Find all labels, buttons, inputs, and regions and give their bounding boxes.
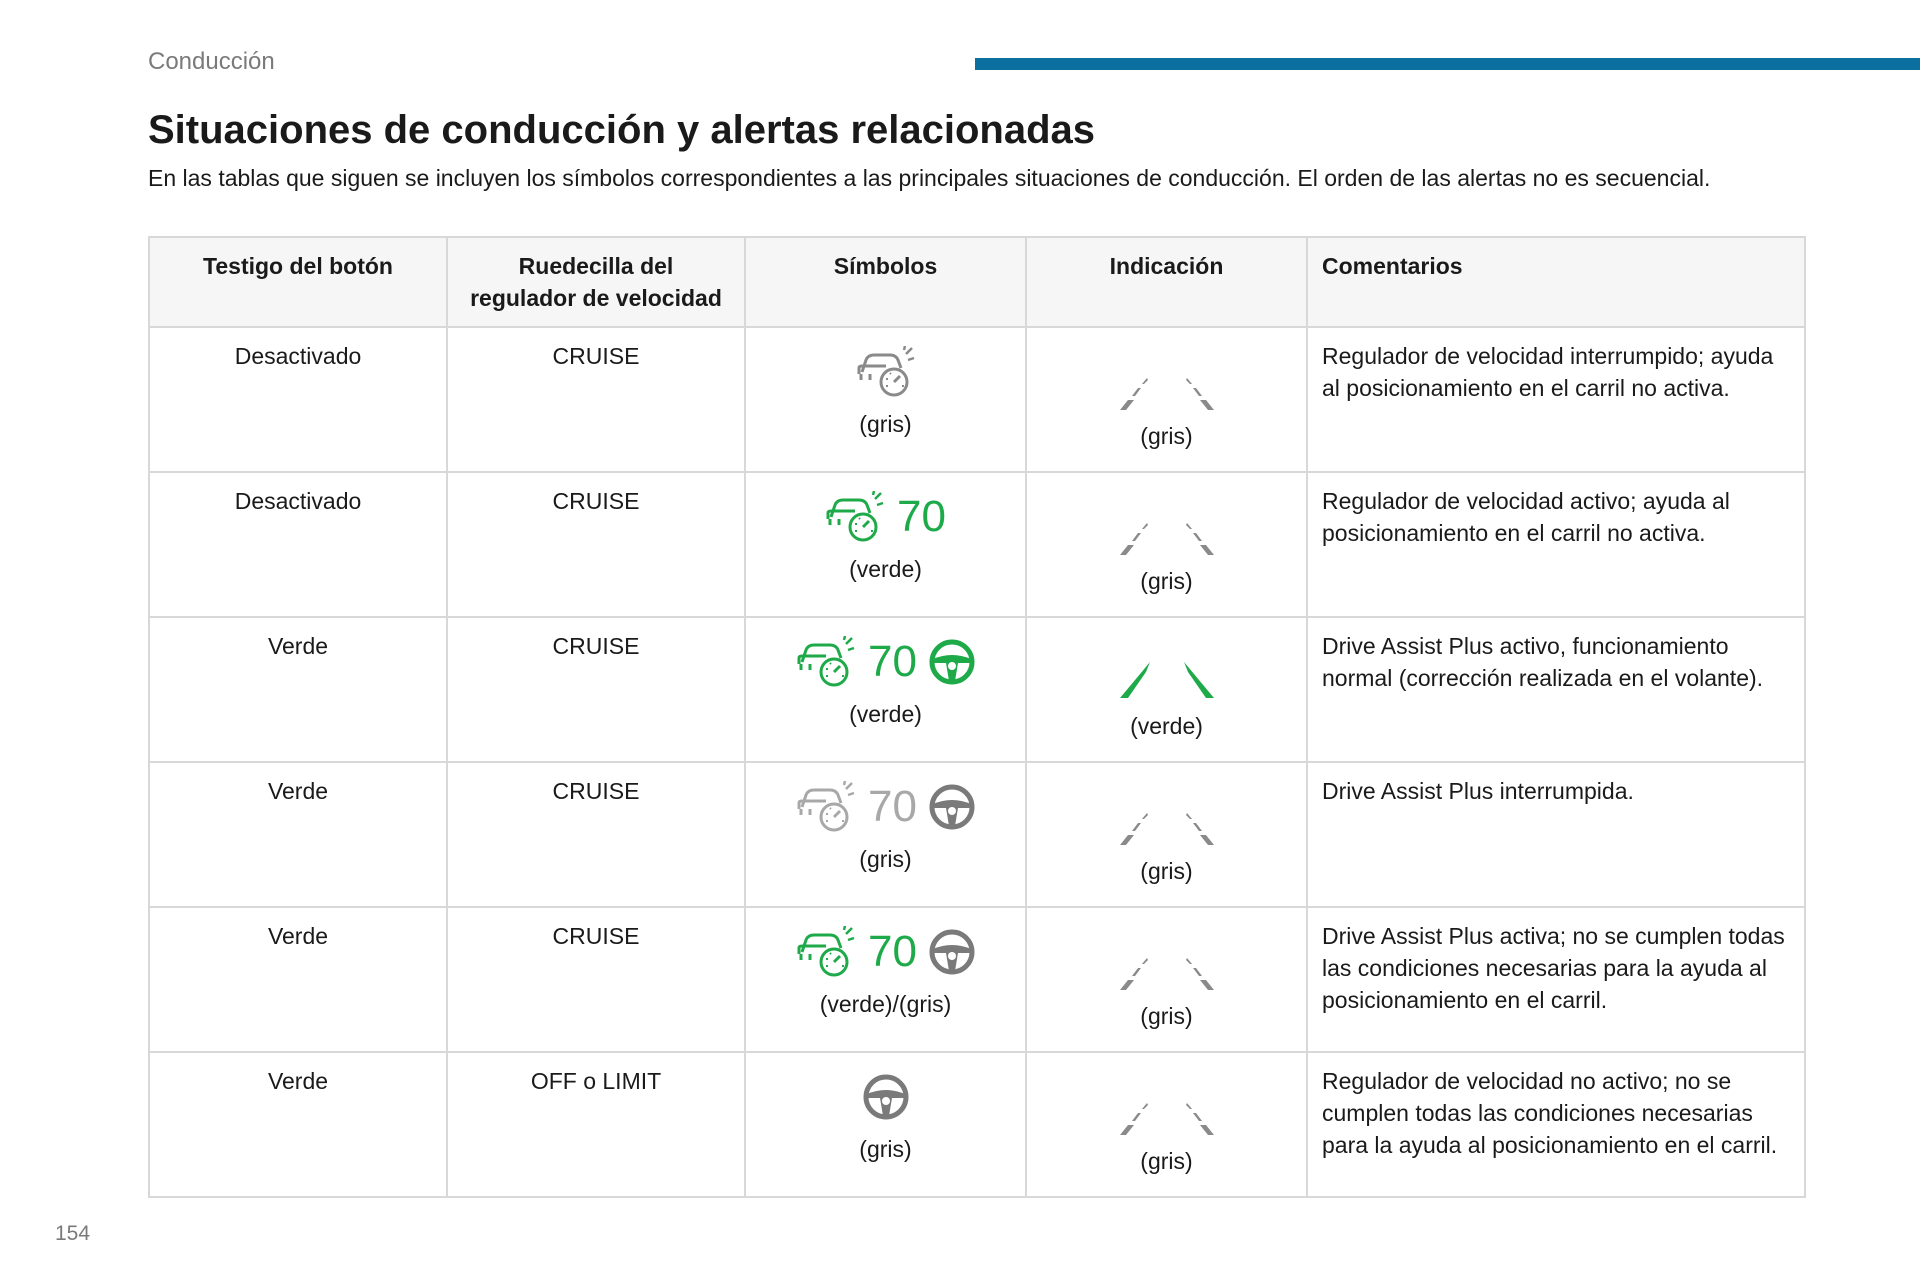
header-symbols: Símbolos — [745, 237, 1026, 327]
table-header-row — [149, 237, 1805, 327]
section-label: Conducción — [148, 48, 275, 75]
table-row — [149, 617, 1805, 762]
cell-button-indicator: Verde — [149, 617, 447, 762]
intro-paragraph: En las tablas que siguen se incluyen los símbolos correspondientes a las principales situaciones de conducción. El orden de las alertas no es secuencial. — [148, 165, 1711, 191]
cell-speed-wheel: CRUISE — [447, 472, 745, 617]
cell-indication — [1026, 762, 1307, 907]
cell-comments: Drive Assist Plus activa; no se cumplen todas las condiciones necesarias para la ayuda al posicionamiento en el carril. — [1307, 907, 1805, 1052]
cell-button-indicator: Verde — [149, 907, 447, 1052]
cell-comments: Regulador de velocidad no activo; no se cumplen todas las condiciones necesarias para la ayuda al posicionamiento en el carril. — [1307, 1052, 1805, 1197]
symbol-group — [760, 775, 1011, 839]
cell-indication — [1026, 327, 1307, 472]
cell-button-indicator: Verde — [149, 1052, 447, 1197]
symbol-caption: (gris) — [859, 1136, 912, 1162]
header-indication: Indicación — [1026, 237, 1307, 327]
cruise-control-icon — [796, 926, 856, 978]
cell-comments: Regulador de velocidad interrumpido; ayuda al posicionamiento en el carril no activa. — [1307, 327, 1805, 472]
cell-indication — [1026, 907, 1307, 1052]
cell-symbols — [745, 907, 1026, 1052]
indication-caption: (gris) — [1140, 568, 1193, 594]
symbol-caption: (gris) — [859, 411, 912, 437]
header-accent-bar — [975, 58, 1920, 70]
page-title: Situaciones de conducción y alertas relacionadas — [148, 108, 1096, 152]
cell-comments: Drive Assist Plus interrumpida. — [1307, 762, 1805, 907]
cell-symbols — [745, 762, 1026, 907]
cell-speed-wheel: CRUISE — [447, 617, 745, 762]
table-row — [149, 1052, 1805, 1197]
header-button-indicator: Testigo del botón — [149, 237, 447, 327]
steering-wheel-icon — [929, 929, 975, 975]
steering-wheel-icon — [863, 1074, 909, 1120]
header-speed-wheel-line1: Ruedecilla del — [518, 253, 674, 279]
indication-caption: (gris) — [1140, 1148, 1193, 1174]
cell-indication — [1026, 617, 1307, 762]
set-speed-value: 70 — [868, 927, 917, 976]
cell-indication — [1026, 1052, 1307, 1197]
cell-button-indicator: Verde — [149, 762, 447, 907]
cell-symbols — [745, 472, 1026, 617]
cell-symbols — [745, 1052, 1026, 1197]
set-speed-value: 70 — [868, 637, 917, 686]
cell-button-indicator: Desactivado — [149, 327, 447, 472]
header-speed-wheel — [447, 237, 745, 327]
lane-keeping-indicator-icon — [1110, 634, 1224, 706]
symbol-group — [760, 485, 1011, 549]
symbol-caption: (verde) — [849, 701, 922, 727]
symbol-caption: (gris) — [859, 846, 912, 872]
cruise-control-icon — [796, 636, 856, 688]
indication-caption: (gris) — [1140, 858, 1193, 884]
lane-keeping-indicator-icon — [1110, 779, 1224, 851]
cruise-control-icon — [856, 346, 916, 398]
cell-speed-wheel: OFF o LIMIT — [447, 1052, 745, 1197]
header-comments: Comentarios — [1307, 237, 1805, 327]
cruise-control-icon — [796, 781, 856, 833]
cell-speed-wheel: CRUISE — [447, 762, 745, 907]
table-row — [149, 907, 1805, 1052]
cell-symbols — [745, 617, 1026, 762]
symbol-caption: (verde) — [849, 556, 922, 582]
symbol-group — [760, 340, 1011, 404]
cell-comments: Drive Assist Plus activo, funcionamiento normal (corrección realizada en el volante). — [1307, 617, 1805, 762]
cruise-control-icon — [825, 491, 885, 543]
symbol-group — [760, 630, 1011, 694]
cell-speed-wheel: CRUISE — [447, 907, 745, 1052]
set-speed-value: 70 — [897, 492, 946, 541]
steering-wheel-icon — [929, 784, 975, 830]
page-number: 154 — [55, 1222, 91, 1245]
header-speed-wheel-line2: regulador de velocidad — [470, 285, 722, 311]
lane-keeping-indicator-icon — [1110, 1069, 1224, 1141]
lane-keeping-indicator-icon — [1110, 344, 1224, 416]
indication-caption: (verde) — [1130, 713, 1203, 739]
cell-symbols — [745, 327, 1026, 472]
driving-situations-table — [148, 236, 1806, 1198]
set-speed-value: 70 — [868, 782, 917, 831]
indication-caption: (gris) — [1140, 1003, 1193, 1029]
cell-indication — [1026, 472, 1307, 617]
cell-button-indicator: Desactivado — [149, 472, 447, 617]
cell-speed-wheel: CRUISE — [447, 327, 745, 472]
table-row — [149, 762, 1805, 907]
steering-wheel-icon — [929, 639, 975, 685]
lane-keeping-indicator-icon — [1110, 489, 1224, 561]
table-row — [149, 472, 1805, 617]
symbol-group — [760, 920, 1011, 984]
lane-keeping-indicator-icon — [1110, 924, 1224, 996]
cell-comments: Regulador de velocidad activo; ayuda al posicionamiento en el carril no activa. — [1307, 472, 1805, 617]
indication-caption: (gris) — [1140, 423, 1193, 449]
table-row — [149, 327, 1805, 472]
symbol-group — [760, 1065, 1011, 1129]
symbol-caption: (verde)/(gris) — [819, 991, 952, 1017]
